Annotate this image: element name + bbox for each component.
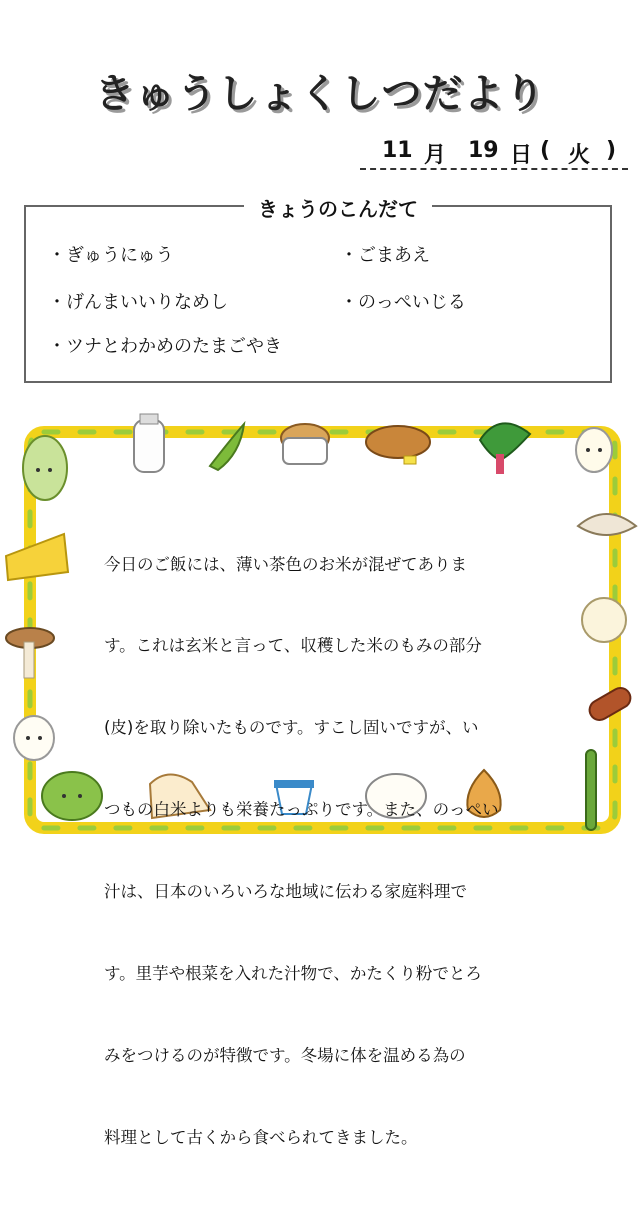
date-month-unit: 月 <box>424 143 447 168</box>
asparagus-character <box>586 750 596 830</box>
story-line: つもの白米よりも栄養たっぷりです。また、のっぺい <box>104 800 499 820</box>
story-line: みをつけるのが特徴です。冬場に体を温める為の <box>104 1045 466 1065</box>
menu-heading: きょうのこんだて <box>244 193 432 222</box>
menu-item: ・げんまいいりなめし <box>48 292 228 313</box>
menu-item: ・ごまあえ <box>340 245 430 266</box>
story-line: 今日のご飯には、薄い茶色のお米が混ぜてありま <box>104 554 467 574</box>
date-open-paren: ( <box>540 138 551 163</box>
story-line: す。里芋や根菜を入れた汁物で、かたくり粉でとろ <box>104 964 482 984</box>
cheese-character <box>6 534 68 580</box>
date-weekday: 火 <box>568 143 591 168</box>
story-line: す。これは玄米と言って、収穫した米のもみの部分 <box>104 636 482 656</box>
story-line: 料理として古くから食べられてきました。 <box>104 1127 418 1147</box>
date-line <box>360 138 628 170</box>
cabbage-character <box>23 436 67 500</box>
natto-character <box>281 424 329 464</box>
menu-item: ・ツナとわかめのたまごやき <box>48 336 282 357</box>
menu-box <box>24 197 612 383</box>
story-line: 汁は、日本のいろいろな地域に伝わる家庭料理で <box>104 882 467 902</box>
date-day: 19 <box>468 138 499 163</box>
page-title: きゅうしょくしつだより <box>94 71 546 117</box>
story-text <box>104 496 530 1206</box>
mushroom-character <box>6 628 54 678</box>
menu-item: ・のっぺいじる <box>340 292 466 313</box>
date-day-unit: 日 <box>510 143 533 168</box>
story-line: (皮)を取り除いたものです。すこし固いですが、い <box>104 718 479 738</box>
spinach-character <box>480 423 530 474</box>
clam-character <box>578 514 636 535</box>
menu-item: ・ぎゅうにゅう <box>48 245 174 266</box>
cauliflower-character <box>582 598 626 642</box>
egg-character <box>576 428 612 472</box>
lettuce-character <box>42 772 102 820</box>
date-month: 11 <box>382 138 413 163</box>
rice-ball-character <box>14 716 54 760</box>
milk-bottle-character <box>134 414 164 472</box>
date-close-paren: ) <box>606 138 617 163</box>
bread-roll-character <box>366 426 430 464</box>
